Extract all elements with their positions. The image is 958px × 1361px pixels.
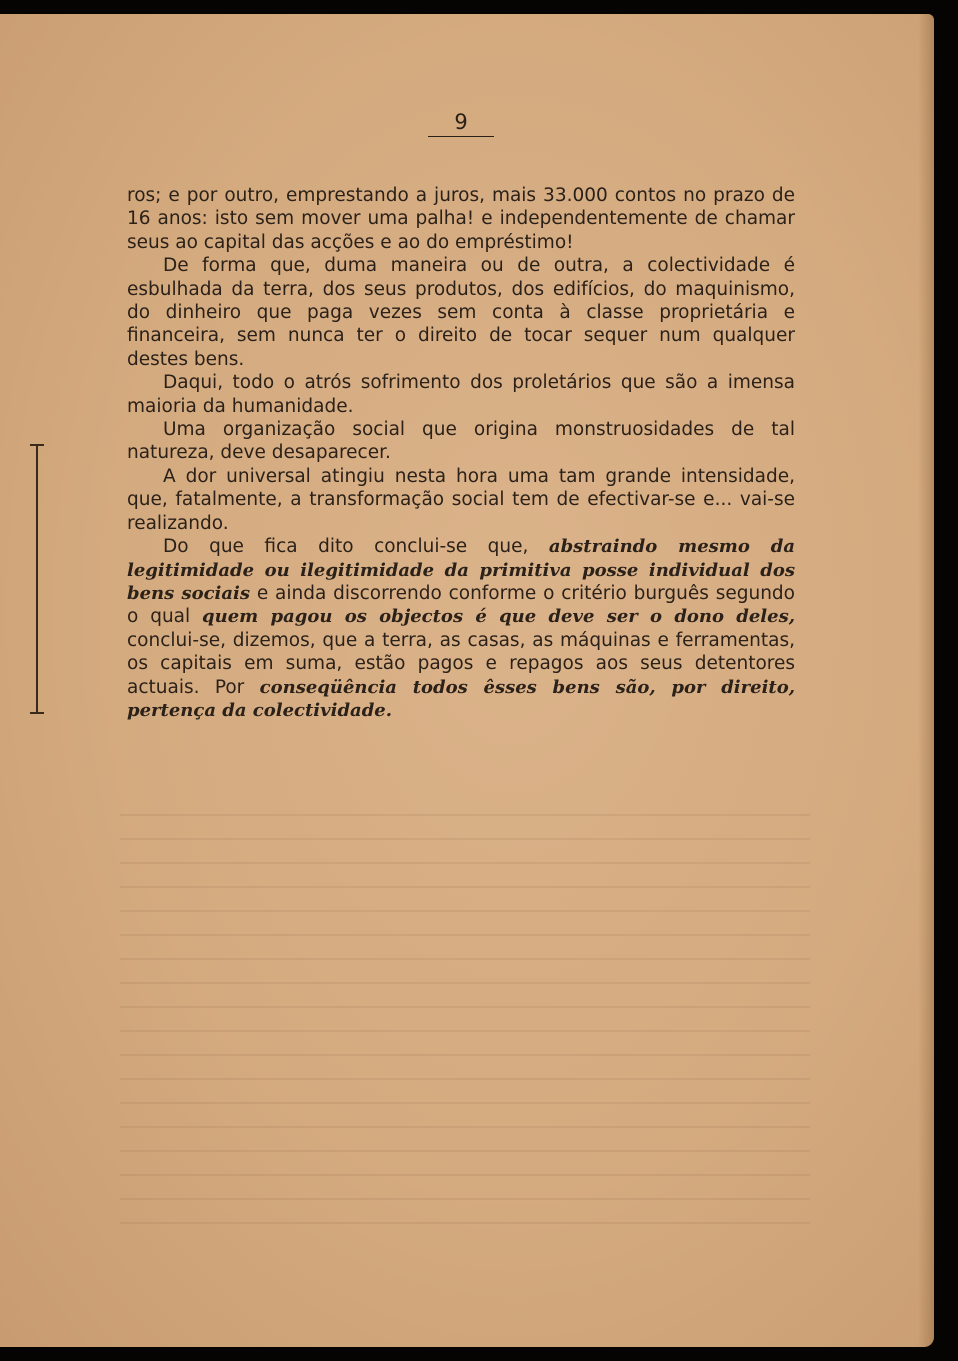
show-through-text — [120, 814, 810, 1234]
paragraph — [127, 535, 795, 722]
italic-text-segment: abstraindo mesmo da legitimidade ou ilegitimidade da primitiva posse individual dos bens sociais — [127, 536, 795, 604]
binding-stitch-top — [30, 444, 44, 446]
body-text — [127, 184, 795, 722]
binding-stitch-line — [36, 444, 38, 714]
paragraph — [127, 418, 795, 465]
page-edge-shadow — [918, 14, 934, 1347]
text-segment: e ainda discorrendo conforme o critério burguês segundo o qual — [127, 582, 795, 628]
text-segment: Do que fica dito conclui-se que, — [163, 536, 549, 558]
text-segment: Uma organização social que origina monstruosidades de tal natureza, deve desaparecer. — [127, 419, 795, 464]
paragraph — [127, 184, 795, 254]
text-segment: De forma que, duma maneira ou de outra, a colectividade é esbulhada da terra, dos seus produtos, dos edifícios, do maquinismo, do dinheiro que paga vezes sem conta à classe proprietária e financeira, sem nunca ter o direito de tocar sequer num qualquer destes bens. — [127, 255, 795, 370]
binding-stitch-bottom — [30, 712, 44, 714]
text-segment: Daqui, todo o atrós sofrimento dos proletários que são a imensa maioria da humanidade. — [127, 372, 795, 417]
paragraph — [127, 371, 795, 418]
italic-text-segment: quem pagou os objectos é que deve ser o dono deles, — [202, 606, 796, 628]
book-page — [0, 14, 934, 1347]
text-segment: conclui-se, dizemos, que a terra, as casas, as máquinas e ferramentas, os capitais em suma, estão pagos e repagos aos seus detentores actuais. Por — [127, 629, 795, 698]
paragraph — [127, 254, 795, 371]
italic-text-segment: conseqüência todos êsses bens são, por direito, pertença da colectividade. — [127, 676, 795, 721]
paragraph — [127, 465, 795, 535]
text-segment: A dor universal atingiu nesta hora uma tam grande intensidade, que, fatalmente, a transformação social tem de efectivar-se e... vai-se realizando. — [127, 465, 795, 534]
binding-stitch-mark — [30, 444, 44, 714]
text-segment: ros; e por outro, emprestando a juros, mais 33.000 contos no prazo de 16 anos: isto sem mover uma palha! e independentemente de chamar seus ao capital das acções e ao do empréstimo! — [127, 185, 795, 253]
page-number: 9 — [428, 110, 494, 137]
